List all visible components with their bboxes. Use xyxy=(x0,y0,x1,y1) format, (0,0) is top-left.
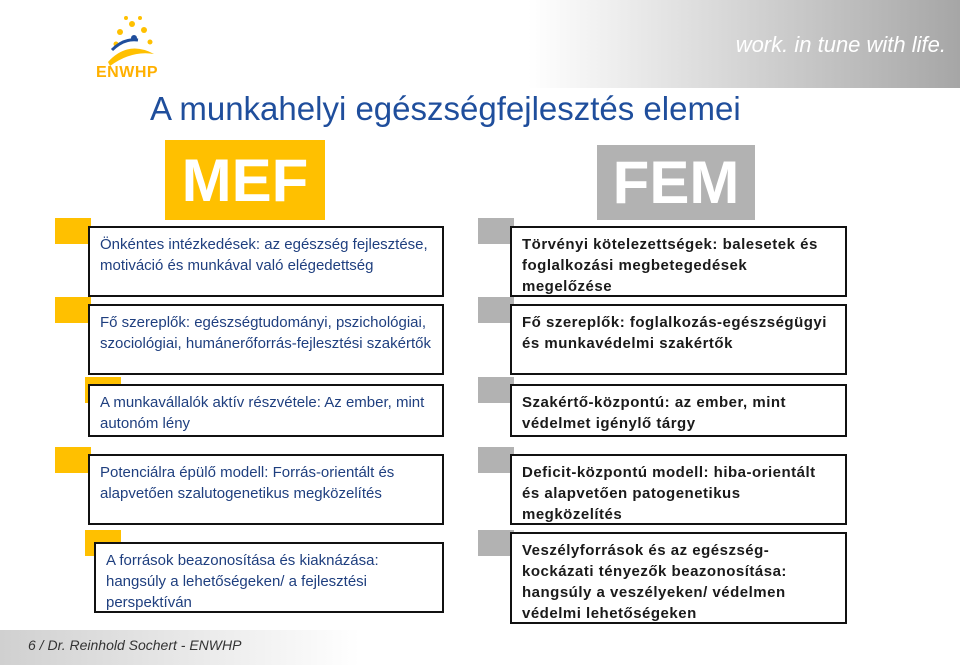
mef-model-box: Potenciálra épülő modell: Forrás-orientált és alapvetően szalutogenetikus megközelítés xyxy=(88,454,444,525)
mef-voluntary-box: Önkéntes intézkedések: az egészség fejlesztése, motiváció és munkával való elégedettség xyxy=(88,226,444,297)
left-tab-4 xyxy=(55,447,91,473)
footer-text: 6 / Dr. Reinhold Sochert - ENWHP xyxy=(28,637,242,653)
mef-actors-box: Fő szereplők: egészségtudományi, pszichológiai, szociológiai, humánerőforrás-fejlesztési szakértők xyxy=(88,304,444,375)
right-tab-1 xyxy=(478,218,514,244)
fem-actors-box: Fő szereplők: foglalkozás-egészségügyi és munkavédelmi szakértők xyxy=(510,304,847,375)
mef-label: MEF xyxy=(165,140,325,220)
right-tab-3 xyxy=(478,377,514,403)
tagline: work. in tune with life. xyxy=(735,32,946,57)
fem-legal-box: Törvényi kötelezettségek: balesetek és foglalkozási megbetegedések megelőzése xyxy=(510,226,847,297)
left-tab-2 xyxy=(55,297,91,323)
right-tab-5 xyxy=(478,530,514,556)
left-tab-1 xyxy=(55,218,91,244)
fem-expert-box: Szakértő-központú: az ember, mint védelmet igénylő tárgy xyxy=(510,384,847,437)
right-tab-2 xyxy=(478,297,514,323)
fem-hazards-box: Veszélyforrások és az egészség-kockázati tényezők beazonosítása: hangsúly a veszélyeken/ védelmen védelmi lehetőségeken xyxy=(510,532,847,624)
fem-model-box: Deficit-központú modell: hiba-orientált és alapvetően patogenetikus megközelítés xyxy=(510,454,847,525)
logo-text: ENWHP xyxy=(96,64,159,81)
fem-label: FEM xyxy=(597,145,755,220)
mef-participation-box: A munkavállalók aktív részvétele: Az ember, mint autonóm lény xyxy=(88,384,444,437)
page-title: A munkahelyi egészségfejlesztés elemei xyxy=(150,90,741,127)
right-tab-4 xyxy=(478,447,514,473)
mef-resources-box: A források beazonosítása és kiaknázása: hangsúly a lehetőségeken/ a fejlesztési perspektíván xyxy=(94,542,444,613)
